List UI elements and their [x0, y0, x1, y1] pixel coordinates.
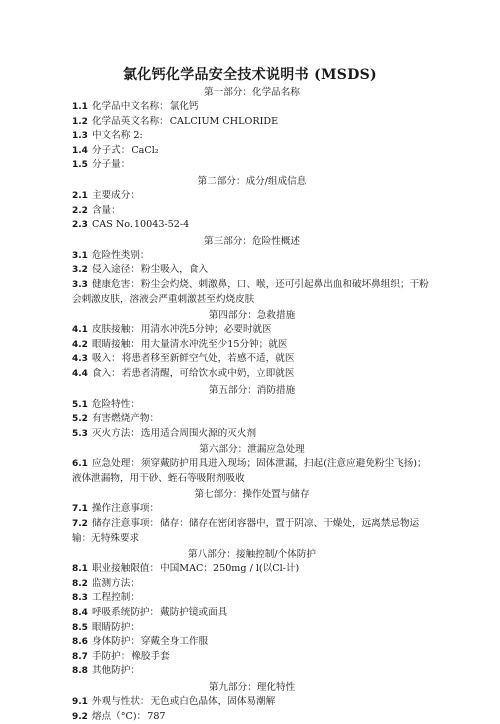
- section-title: 第二部分：成分/组成信息: [197, 175, 307, 187]
- item-label: 中文名称 2:: [91, 130, 143, 142]
- list-item: [72, 218, 432, 233]
- list-item: [72, 577, 432, 592]
- item-value: 储存：储存在密闭容器中，置于阴凉、干燥处，远离禁忌物运输：无特殊要求: [72, 518, 420, 544]
- item-label: 化学品中文名称：: [91, 101, 169, 112]
- section-title: 第三部分：危险性概述: [204, 235, 300, 247]
- item-label: 操作注意事项：: [91, 503, 160, 515]
- item-number: 5.3: [72, 428, 88, 439]
- item-label: 分子式：: [91, 144, 131, 156]
- list-item: [72, 427, 432, 442]
- item-value: 10043-52-4: [133, 219, 190, 231]
- item-value: 用清水冲洗5分钟；必要时就医: [140, 324, 272, 336]
- list-item: [72, 189, 432, 204]
- item-number: 8.4: [72, 608, 88, 619]
- item-label: 熔点（°C)：: [91, 710, 147, 722]
- item-label: 应急处理：: [91, 458, 140, 470]
- section-title: 第四部分：急救措施: [208, 310, 296, 322]
- item-number: 8.7: [72, 651, 88, 662]
- item-label: 身体防护：: [91, 636, 140, 648]
- list-item: [72, 457, 432, 486]
- list-item: [72, 710, 432, 724]
- list-item: [72, 412, 432, 427]
- item-label: 眼睛防护：: [91, 621, 140, 633]
- item-value: 选用适合周围火源的灭火剂: [140, 427, 257, 439]
- item-number: 1.2: [72, 116, 88, 127]
- item-value: 须穿戴防护用具进入现场；固体泄漏，扫起(注意应避免粉尘飞扬)；液体泄漏物，用干砂、蛭石等吸附剂吸收: [72, 458, 427, 484]
- item-value: 若患者清醒，可给饮水或中奶，立即就医: [121, 367, 295, 379]
- item-number: 8.2: [72, 578, 88, 589]
- item-label: 外观与性状：: [91, 696, 150, 707]
- item-value: 中国MAC：250mg / l(以Cl-计): [160, 563, 300, 575]
- item-label: 吸入：: [91, 353, 121, 365]
- list-item: [72, 502, 432, 517]
- list-item: [72, 144, 432, 159]
- section-title: 第六部分：泄漏应急处理: [199, 444, 305, 456]
- list-item: [72, 338, 432, 353]
- list-item: [72, 158, 432, 173]
- item-number: 9.1: [72, 697, 88, 707]
- item-label: 储存注意事项：: [91, 518, 160, 530]
- item-label: 职业接触限值：: [91, 563, 160, 575]
- item-value: 穿戴全身工作服: [140, 636, 209, 648]
- item-number: 3.3: [72, 279, 88, 290]
- item-label: 呼吸系统防护：: [91, 607, 160, 619]
- item-value: 戴防护镜或面具: [160, 607, 228, 619]
- item-value: CALCIUM CHLORIDE: [169, 115, 279, 127]
- item-label: 其他防护：: [91, 665, 140, 677]
- item-label: 眼睛接触：: [91, 338, 140, 350]
- item-value: 氯化钙: [169, 101, 199, 112]
- list-item: [72, 650, 432, 665]
- item-number: 8.5: [72, 622, 88, 633]
- item-number: 4.3: [72, 354, 88, 365]
- item-label: 主要成分：: [91, 189, 140, 201]
- list-item: [72, 115, 432, 130]
- item-number: 2.2: [72, 205, 88, 216]
- item-label: 监测方法：: [91, 577, 140, 589]
- item-value: 787: [147, 710, 166, 722]
- item-number: 8.1: [72, 564, 88, 575]
- list-item: [72, 204, 432, 219]
- section-title: 第八部分：接触控制/个体防护: [188, 549, 316, 561]
- item-value: CaCl₂: [131, 144, 159, 156]
- item-label: 化学品英文名称：: [91, 115, 169, 127]
- list-item: [72, 100, 432, 115]
- item-number: 1.3: [72, 131, 88, 142]
- item-number: 7.1: [72, 504, 88, 515]
- item-number: 8.6: [72, 637, 88, 648]
- item-value: 粉尘会灼烧、刺激鼻，口、喉，还可引起鼻出血和破坏鼻组织；干粉会刺激皮肤，溶液会严重刺激甚至灼烧皮肤: [72, 278, 429, 305]
- list-item: [72, 367, 432, 382]
- item-value: 橡胶手套: [131, 650, 170, 662]
- list-item: [72, 249, 432, 264]
- section-title: 第五部分：消防措施: [208, 384, 296, 396]
- item-label: 工程控制：: [91, 592, 140, 604]
- list-item: [72, 664, 432, 679]
- list-item: [72, 398, 432, 413]
- item-number: 4.1: [72, 325, 88, 336]
- item-label: 皮肤接触：: [91, 324, 140, 336]
- item-number: 5.2: [72, 414, 88, 425]
- item-label: 食入：: [91, 367, 121, 379]
- item-number: 7.2: [72, 519, 88, 530]
- item-number: 9.2: [72, 711, 88, 722]
- item-label: 有害燃烧产物：: [91, 413, 160, 425]
- list-item: [72, 263, 432, 278]
- item-number: 2.3: [72, 220, 88, 231]
- item-value: 用大量清水冲洗至少15分钟；就医: [140, 338, 288, 350]
- list-item: [72, 562, 432, 577]
- list-item: [72, 129, 432, 144]
- list-item: [72, 621, 432, 636]
- item-number: 3.1: [72, 250, 88, 261]
- list-item: [72, 606, 432, 621]
- item-label: CAS No.: [91, 219, 133, 231]
- item-number: 1.1: [72, 102, 88, 112]
- item-label: 分子量：: [91, 159, 131, 171]
- item-label: 含量：: [91, 204, 121, 216]
- list-item: [72, 517, 432, 546]
- item-number: 4.4: [72, 368, 88, 379]
- document-body: [72, 84, 432, 724]
- list-item: [72, 695, 432, 710]
- section-title: 第九部分：理化特性: [208, 682, 296, 693]
- list-item: [72, 352, 432, 367]
- list-item: [72, 591, 432, 606]
- item-number: 8.8: [72, 666, 88, 677]
- item-number: 5.1: [72, 399, 88, 410]
- item-label: 健康危害：: [91, 278, 140, 290]
- list-item: [72, 323, 432, 338]
- item-number: 8.3: [72, 593, 88, 604]
- document-title: 氯化钙化学品安全技术说明书 (MSDS): [123, 67, 377, 83]
- item-value: 无色或白色晶体，固体易潮解: [150, 696, 276, 707]
- item-value: 粉尘吸入，食入: [140, 264, 209, 276]
- item-number: 4.2: [72, 339, 88, 350]
- section-title: 第七部分：操作处置与储存: [194, 489, 310, 501]
- section-title: 第一部分：化学品名称: [204, 87, 300, 98]
- item-label: 侵入途径：: [91, 264, 140, 276]
- item-number: 6.1: [72, 459, 88, 470]
- item-number: 2.1: [72, 190, 88, 201]
- item-number: 1.5: [72, 160, 88, 171]
- list-item: [72, 635, 432, 650]
- item-label: 手防护：: [91, 650, 131, 662]
- item-value: 将患者移至新鲜空气处，若感不适，就医: [121, 353, 295, 365]
- item-label: 危险性类别：: [91, 249, 150, 261]
- item-number: 1.4: [72, 145, 88, 156]
- item-label: 危险特性：: [91, 398, 140, 410]
- item-number: 3.2: [72, 265, 88, 276]
- item-label: 灭火方法：: [91, 427, 140, 439]
- list-item: [72, 278, 432, 307]
